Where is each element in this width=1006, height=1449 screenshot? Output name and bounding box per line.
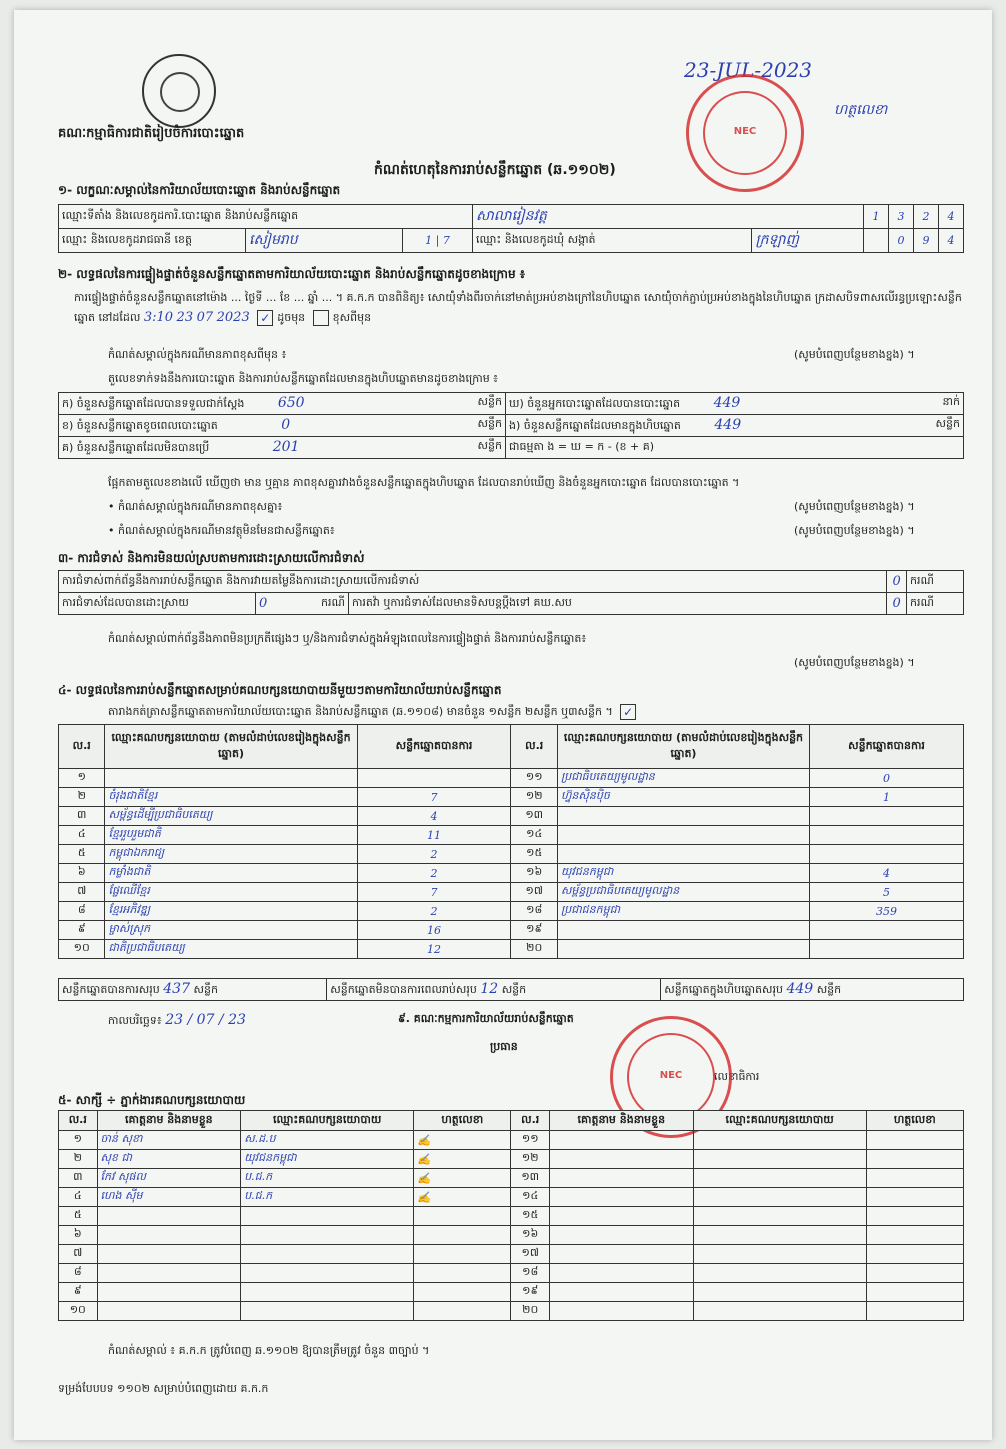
right-votes: 1 [810,788,964,807]
witness-row [59,1188,964,1207]
witness-name [550,1207,694,1226]
witness-signature [866,1207,963,1226]
witness-name [550,1283,694,1302]
left-no: ១០ [59,940,105,959]
left-no: ៣ [59,807,105,826]
official-stamp-bottom: NEC [610,1016,732,1138]
vote-row [59,902,964,921]
left-party: ម្ចាស់ស្រុក [105,921,357,940]
witness-row [59,1150,964,1169]
right-votes: 0 [810,769,964,788]
witness-signature [866,1150,963,1169]
right-no: ១៦ [511,864,557,883]
witness-name [550,1226,694,1245]
appeal-label: ការតវ៉ា ឬការជំទាស់ដែលមានទិសបន្តប្តឹងទៅ គឃ.សប [348,593,886,615]
left-no: ៨ [59,902,105,921]
witness-no: ៣ [59,1169,98,1188]
left-votes: 12 [357,940,511,959]
witness-name [550,1131,694,1150]
right-party [557,921,809,940]
witness-no: ១០ [59,1302,98,1321]
witness-row [59,1131,964,1150]
witness-signature [414,1264,511,1283]
witness-row [59,1283,964,1302]
witness-signature [866,1131,963,1150]
vote-row [59,940,964,959]
witness-signature [414,1226,511,1245]
witness-party [693,1302,866,1321]
right-no: ១៩ [511,921,557,940]
code-digit: 2 [914,205,939,229]
witness-party [693,1207,866,1226]
witness-row [59,1169,964,1188]
president-label: ប្រធាន [490,1040,518,1053]
objection-value: 0 [887,571,907,593]
fill-note: (សូមបំពេញបន្ថែមខាងខ្នង) ។ [794,656,915,669]
witness-no: ៦ [59,1226,98,1245]
witness-name [97,1264,241,1283]
witness-signature [414,1207,511,1226]
right-party [557,845,809,864]
witness-no: ៩ [59,1283,98,1302]
witness-signature [866,1283,963,1302]
right-votes: 5 [810,883,964,902]
left-votes: 4 [357,807,511,826]
left-votes: 16 [357,921,511,940]
left-votes [357,769,511,788]
witness-name: ចាន់ សុខា [97,1131,241,1150]
right-no: ១៥ [511,845,557,864]
right-party [557,807,809,826]
witness-party [693,1150,866,1169]
witness-name [550,1302,694,1321]
section5-heading: ៥- សាក្សី ÷ ភ្នាក់ងារគណបក្សនយោបាយ [58,1093,246,1107]
ng-value: 449 [714,416,742,433]
bullet-diff: • កំណត់សម្គាល់ក្នុងករណីមានភាពខុសគ្នា៖ [108,500,283,513]
g-value: 201 [272,438,300,455]
left-votes: 2 [357,902,511,921]
objection-label: ការជំទាស់ពាក់ព័ន្ធនឹងការរាប់សន្លឹកឆ្នោត និងការវាយតម្លៃនឹងការដោះស្រាយលើការជំទាស់ [59,571,887,593]
witness-signature: ✍ [414,1150,511,1169]
left-no: ២ [59,788,105,807]
code-digit: 0 [889,229,914,253]
witness-signature [866,1188,963,1207]
right-party [557,826,809,845]
witness-name [97,1302,241,1321]
ballot-count-table: ក) ចំនួនសន្លឹកឆ្នោតដែលបានទទួលជាក់ស្តែង 650 សន្លឹក ឃ) ចំនួនអ្នកបោះឆ្នោតដែលបានបោះឆ្នោត 449 នាក់ ខ) ចំនួនសន្លឹកឆ្នោតខូចពេលបោះឆ្នោត 0 សន្លឹក ង) ចំនួនសន្លឹកឆ្នោតដែលមានក្នុងហិបឆ្នោត 449 សន្លឹក គ) ចំនួនសន្លឹកឆ្នោតដែលមិនបានប្រើ 201 សន្លឹក ជាធម្មតា ង = ឃ = ក - (ខ + គ) [58,392,964,459]
code-digit: 9 [914,229,939,253]
witness-row [59,1245,964,1264]
right-party: សម្ព័ន្ធប្រជាធិបតេយ្យមូលដ្ឋាន [557,883,809,902]
witness-row [59,1226,964,1245]
left-no: ៩ [59,921,105,940]
right-party: ប្រជាជនកម្ពុជា [557,902,809,921]
section3-heading: ៣- ការជំទាស់ និងការមិនយល់ស្របតាមការដោះស្រាយលើការជំទាស់ [58,551,365,565]
witness-name [550,1169,694,1188]
witness-name [97,1207,241,1226]
right-no: ២០ [511,940,557,959]
total-box: 449 [786,980,814,997]
section4-intro: តារាងកត់ត្រាសន្លឹកឆ្នោតតាមការិយាល័យបោះឆ្នោត និងរាប់សន្លឹកឆ្នោត (ឆ.១១០៨) មានចំនួន ១សន្លឹក ២សន្លឹក ឬ៣សន្លឹក ។ ✓ [108,704,640,721]
witness-signature [866,1245,963,1264]
province-label: ឈ្មោះ និងលេខកូដរាជធានី ខេត្ត [59,229,246,253]
fill-note: (សូមបំពេញបន្ថែមខាងខ្នង) ។ [794,524,915,537]
section2-heading: ២- លទ្ធផលនៃការផ្ទៀងផ្ទាត់ចំនួនសន្លឹកឆ្នោតតាមការិយាល័យបោះឆ្នោត និងរាប់សន្លឹកឆ្នោតដូចខាងក្រោម ៖ [58,267,526,281]
handwritten-date: 23-JUL-2023 [684,58,813,82]
totals-table: សន្លឹកឆ្នោតបានការសរុប 437 សន្លឹក សន្លឹកឆ្នោតមិនបានការពេលរាប់សរុប 12 សន្លឹក សន្លឹកឆ្នោតក្នុងហិបឆ្នោតសរុប 449 សន្លឹក [58,978,964,1001]
fill-note: (សូមបំពេញបន្ថែមខាងខ្នង) ។ [794,500,915,513]
total-valid: 437 [163,980,190,997]
right-party: ហ្វ៊ុនស៊ិនប៉ិច [557,788,809,807]
left-no: ៤ [59,826,105,845]
left-no: ៧ [59,883,105,902]
vote-results-table: ល.រ ឈ្មោះគណបក្សនយោបាយ (តាមលំដាប់លេខរៀងក្នុងសន្លឹកឆ្នោត) សន្លឹកឆ្នោតបានការ ល.រ ឈ្មោះគណបក្សនយោបាយ (តាមលំដាប់លេខរៀងក្នុងសន្លឹកឆ្នោត) សន្លឹកឆ្នោតបានការ ១ ១១ ប្រជាធិបតេយ្យមូលដ្ឋាន 0 ២ ចំរុងជាតិខ្មែរ 7 ១២ ហ្វ៊ុនស៊ិនប៉ិច 1 ៣ សម្ព័ន្ធដើម្បីប្រជាធិបតេយ្យ 4 ១៣ ៤ ខ្មែររួបរួមជាតិ 11 ១៤ ៥ កម្ពុជាឯករាជ្យ 2 ១៥ ៦ កម្លាំងជាតិ 2 ១៦ យុវជនកម្ពុជា 4 ៧ ផ្លែឈើខ្មែរ 7 ១៧ សម្ព័ន្ធប្រជាធិបតេយ្យមូលដ្ឋាន 5 ៨ ខ្មែរអភិវឌ្ឍ 2 ១៨ ប្រជាជនកម្ពុជា 359 ៩ ម្ចាស់ស្រុក 16 ១៩ ១០ ជាតិប្រជាធិបតេយ្យ 12 ២០ [58,724,964,959]
left-votes: 7 [357,788,511,807]
witness-signature: ✍ [414,1188,511,1207]
total-invalid: 12 [480,980,499,997]
k-value: 650 [277,394,305,411]
section2-para2: តួលេខទាក់ទងនឹងការបោះឆ្នោត និងការរាប់សន្លឹកឆ្នោតដែលមានក្នុងហិបឆ្នោតមានដូចខាងក្រោម ៖ [108,372,499,385]
witness-no: ១២ [511,1150,550,1169]
section3-note: កំណត់សម្គាល់ពាក់ព័ន្ធនឹងភាពមិនប្រក្រតីផ្សេងៗ ឬ/និងការជំទាស់ក្នុងអំឡុងពេលនៃការផ្ទៀងផ្ទាត់ និងការរាប់សន្លឹកឆ្នោត៖ [108,632,587,645]
resolved-value: 0 ករណី [256,593,349,615]
left-party: ចំរុងជាតិខ្មែរ [105,788,357,807]
right-votes [810,807,964,826]
left-votes: 2 [357,845,511,864]
witness-no: ១៦ [511,1226,550,1245]
section5-note: កំណត់សម្គាល់ ៖ គ.ក.ក ត្រូវបំពេញ ឆ.១១០២ ឱ្យបានត្រឹមត្រូវ ចំនួន ៣ច្បាប់ ។ [108,1344,430,1357]
witness-signature: ✍ [414,1131,511,1150]
right-votes [810,826,964,845]
right-no: ១៨ [511,902,557,921]
date-line: កាលបរិច្ឆេទ៖ 23 / 07 / 23 [108,1012,246,1028]
appeal-value: 0 [887,593,907,615]
right-votes [810,940,964,959]
left-no: ៥ [59,845,105,864]
witness-signature [866,1264,963,1283]
section4-heading: ៤- លទ្ធផលនៃការរាប់សន្លឹកឆ្នោតសម្រាប់គណបក្សនយោបាយនីមួយៗតាមការិយាល័យរាប់សន្លឹកឆ្នោត [58,683,502,697]
witness-party [693,1131,866,1150]
left-votes: 11 [357,826,511,845]
left-party: ខ្មែររួបរួមជាតិ [105,826,357,845]
sheet-count-checkbox[interactable]: ✓ [620,704,636,720]
commune-value: ក្រឡាញ់ [752,229,864,253]
witness-no: ២ [59,1150,98,1169]
date-value: 23 / 07 / 23 [165,1012,246,1028]
objection-table: ការជំទាស់ពាក់ព័ន្ធនឹងការរាប់សន្លឹកឆ្នោត និងការវាយតម្លៃនឹងការដោះស្រាយលើការជំទាស់ 0 ករណី ការជំទាស់ដែលបានដោះស្រាយ 0 ករណី ការតវ៉ា ឬការជំទាស់ដែលមានទិសបន្តប្តឹងទៅ គឃ.សប 0 ករណី [58,570,964,615]
witness-no: ១ [59,1131,98,1150]
witness-no: ១៧ [511,1245,550,1264]
vote-row [59,921,964,940]
site-value: សាលារៀនវត្ត [473,205,864,229]
witness-party [693,1283,866,1302]
official-stamp-top: NEC [686,74,804,192]
day-value: 23 [176,310,194,325]
document-title: កំណត់ហេតុនៃការរាប់សន្លឹកឆ្នោត (ឆ.១១០២) [374,162,616,178]
witness-no: ២០ [511,1302,550,1321]
vote-row [59,769,964,788]
time-value: 3:10 [143,310,174,325]
document-page [14,10,992,1440]
left-party: ជាតិប្រជាធិបតេយ្យ [105,940,357,959]
witness-name [550,1264,694,1283]
right-no: ១៧ [511,883,557,902]
left-party: ខ្មែរអភិវឌ្ឍ [105,902,357,921]
committee-name: គណៈកម្មាធិការជាតិរៀបចំការបោះឆ្នោត [58,126,245,141]
witness-signature [866,1169,963,1188]
witness-signature [414,1245,511,1264]
left-votes: 7 [357,883,511,902]
witness-row [59,1264,964,1283]
witness-party: ប.ជ.ក [241,1188,414,1207]
witness-party [241,1245,414,1264]
committee-label: ៩. គណៈកម្មការការិយាល័យរាប់សន្លឹកឆ្នោត [398,1012,574,1025]
right-no: ១៣ [511,807,557,826]
section2-para3: ផ្អែកតាមតួលេខខាងលើ ឃើញថា មាន ឬគ្មាន ភាពខុសគ្នារវាងចំនួនសន្លឹកឆ្នោតក្នុងហិបឆ្នោត ដែលបានរាប់ឃើញ និងចំនួនអ្នកបោះឆ្នោត ដែលបានបោះឆ្នោត ។ [108,476,740,489]
witness-signature [414,1283,511,1302]
witness-no: ១៩ [511,1283,550,1302]
right-no: ១៤ [511,826,557,845]
bullet-foreign: • កំណត់សម្គាល់ក្នុងករណីមានវត្ថុមិនមែនជាសន្លឹកឆ្នោត៖ [108,524,335,537]
commune-label: ឈ្មោះ និងលេខកូដឃុំ សង្កាត់ [473,229,752,253]
witness-no: ១៣ [511,1169,550,1188]
formula: ជាធម្មតា ង = ឃ = ក - (ខ + គ) [506,437,964,459]
witness-party: យុវជនកម្ពុជា [241,1150,414,1169]
left-party: សម្ព័ន្ធដើម្បីប្រជាធិបតេយ្យ [105,807,357,826]
code-digit: 3 [889,205,914,229]
vote-row [59,883,964,902]
witness-no: ១៥ [511,1207,550,1226]
left-party: កម្ពុជាឯករាជ្យ [105,845,357,864]
province-code: 1 | 7 [403,229,473,253]
section1-table [58,204,964,253]
witness-party [241,1207,414,1226]
left-no: ១ [59,769,105,788]
witness-party [241,1226,414,1245]
province-value: សៀមរាប [246,229,403,253]
witness-table: ល.រ គោត្តនាម និងនាមខ្លួន ឈ្មោះគណបក្សនយោបាយ ហត្ថលេខា ល.រ គោត្តនាម និងនាមខ្លួន ឈ្មោះគណបក្សនយោបាយ ហត្ថលេខា ១ ចាន់ សុខា ស.ដ.ប ✍ ១១ ២ សុខ ជា យុវជនកម្ពុជា ✍ ១២ ៣ កែវ សុផល ប.ជ.ក ✍ ១៣ ៤ ហេង ស៊ីម ប.ជ.ក ✍ ១៤ ៥ ១៥ ៦ ១៦ ៧ ១៧ ៨ ១៨ ៩ ១៩ ១០ ២០ [58,1110,964,1321]
handwritten-signature: ហត្ថលេខា [834,102,888,118]
witness-row [59,1207,964,1226]
witness-name [550,1245,694,1264]
witness-party [693,1226,866,1245]
vote-row [59,864,964,883]
witness-name [97,1245,241,1264]
right-votes [810,845,964,864]
vote-row [59,807,964,826]
same-checkbox[interactable]: ✓ [257,310,273,326]
note-if-diff: កំណត់សម្គាល់ក្នុងករណីមានភាពខុសពីមុន ៖ [108,348,287,361]
vote-row [59,826,964,845]
left-party: កម្លាំងជាតិ [105,864,357,883]
witness-name [97,1283,241,1302]
witness-no: ១៨ [511,1264,550,1283]
witness-no: ៨ [59,1264,98,1283]
witness-row [59,1302,964,1321]
site-label: ឈ្មោះទីតាំង និងលេខកូដការិ.បោះឆ្នោត និងរាប់សន្លឹកឆ្នោត [59,205,473,229]
witness-signature [866,1226,963,1245]
witness-signature [866,1302,963,1321]
code-digit: 4 [939,205,964,229]
witness-name [550,1150,694,1169]
witness-no: ៤ [59,1188,98,1207]
left-votes: 2 [357,864,511,883]
left-party: ផ្លែឈើខ្មែរ [105,883,357,902]
witness-name: ហេង ស៊ីម [97,1188,241,1207]
witness-party: ស.ដ.ប [241,1131,414,1150]
vote-row [59,845,964,864]
nec-logo [142,54,216,128]
witness-party [693,1169,866,1188]
witness-no: ៥ [59,1207,98,1226]
witness-no: ១៤ [511,1188,550,1207]
right-votes: 4 [810,864,964,883]
witness-signature: ✍ [414,1169,511,1188]
u-value: 449 [713,394,741,411]
code-digit: 4 [939,229,964,253]
left-party [105,769,357,788]
diff-checkbox[interactable] [313,310,329,326]
witness-party [693,1264,866,1283]
witness-party: ប.ជ.ក [241,1169,414,1188]
left-no: ៦ [59,864,105,883]
section2-para1: ការផ្ទៀងផ្ទាត់ចំនួនសន្លឹកឆ្នោតនៅម៉ោង ... ថ្ងៃទី ... ខែ ... ឆ្នាំ ... ។ គ.ក.ក បានពិនិត្យ៖ សោយ៉ុំទាំងពីរចាក់នៅមាត់ប្រអប់ខាងក្រៅនៃហិបឆ្នោត សោយ៉ុំចាក់ភ្ជាប់ប្រអប់ខាងក្នុងនៃហិបឆ្នោត ក្រដាសបិទពាសលើរន្ធប្រឡោះសន្លឹកឆ្នោត នៅដដែល 3:10 23 07 2023 ✓ ដូចមុន ខុសពីមុន [74,291,962,325]
right-votes [810,921,964,940]
month-value: 07 [196,310,214,325]
witness-name: កែវ សុផល [97,1169,241,1188]
section1-heading: ១- លក្ខណៈសម្គាល់នៃការិយាល័យបោះឆ្នោត និងរាប់សន្លឹកឆ្នោត [58,183,341,197]
right-no: ១២ [511,788,557,807]
right-party [557,940,809,959]
kh-value: 0 [281,416,291,433]
witness-signature [414,1302,511,1321]
right-party: យុវជនកម្ពុជា [557,864,809,883]
witness-party [241,1283,414,1302]
witness-no: ៧ [59,1245,98,1264]
witness-name: សុខ ជា [97,1150,241,1169]
witness-party [241,1264,414,1283]
witness-no: ១១ [511,1131,550,1150]
code-digit: 1 [864,205,889,229]
witness-name [550,1188,694,1207]
right-votes: 359 [810,902,964,921]
witness-party [241,1302,414,1321]
witness-party [693,1188,866,1207]
witness-name [97,1226,241,1245]
right-no: ១១ [511,769,557,788]
witness-party [693,1245,866,1264]
form-footer: ទម្រង់បែបបទ ១១០២ សម្រាប់បំពេញដោយ គ.ក.ក [58,1382,269,1395]
secretary-label: លេខាធិការ [714,1070,760,1083]
vote-row [59,788,964,807]
year-value: 2023 [216,310,250,325]
right-party: ប្រជាធិបតេយ្យមូលដ្ឋាន [557,769,809,788]
resolved-label: ការជំទាស់ដែលបានដោះស្រាយ [59,593,256,615]
fill-note: (សូមបំពេញបន្ថែមខាងខ្នង) ។ [794,348,915,361]
